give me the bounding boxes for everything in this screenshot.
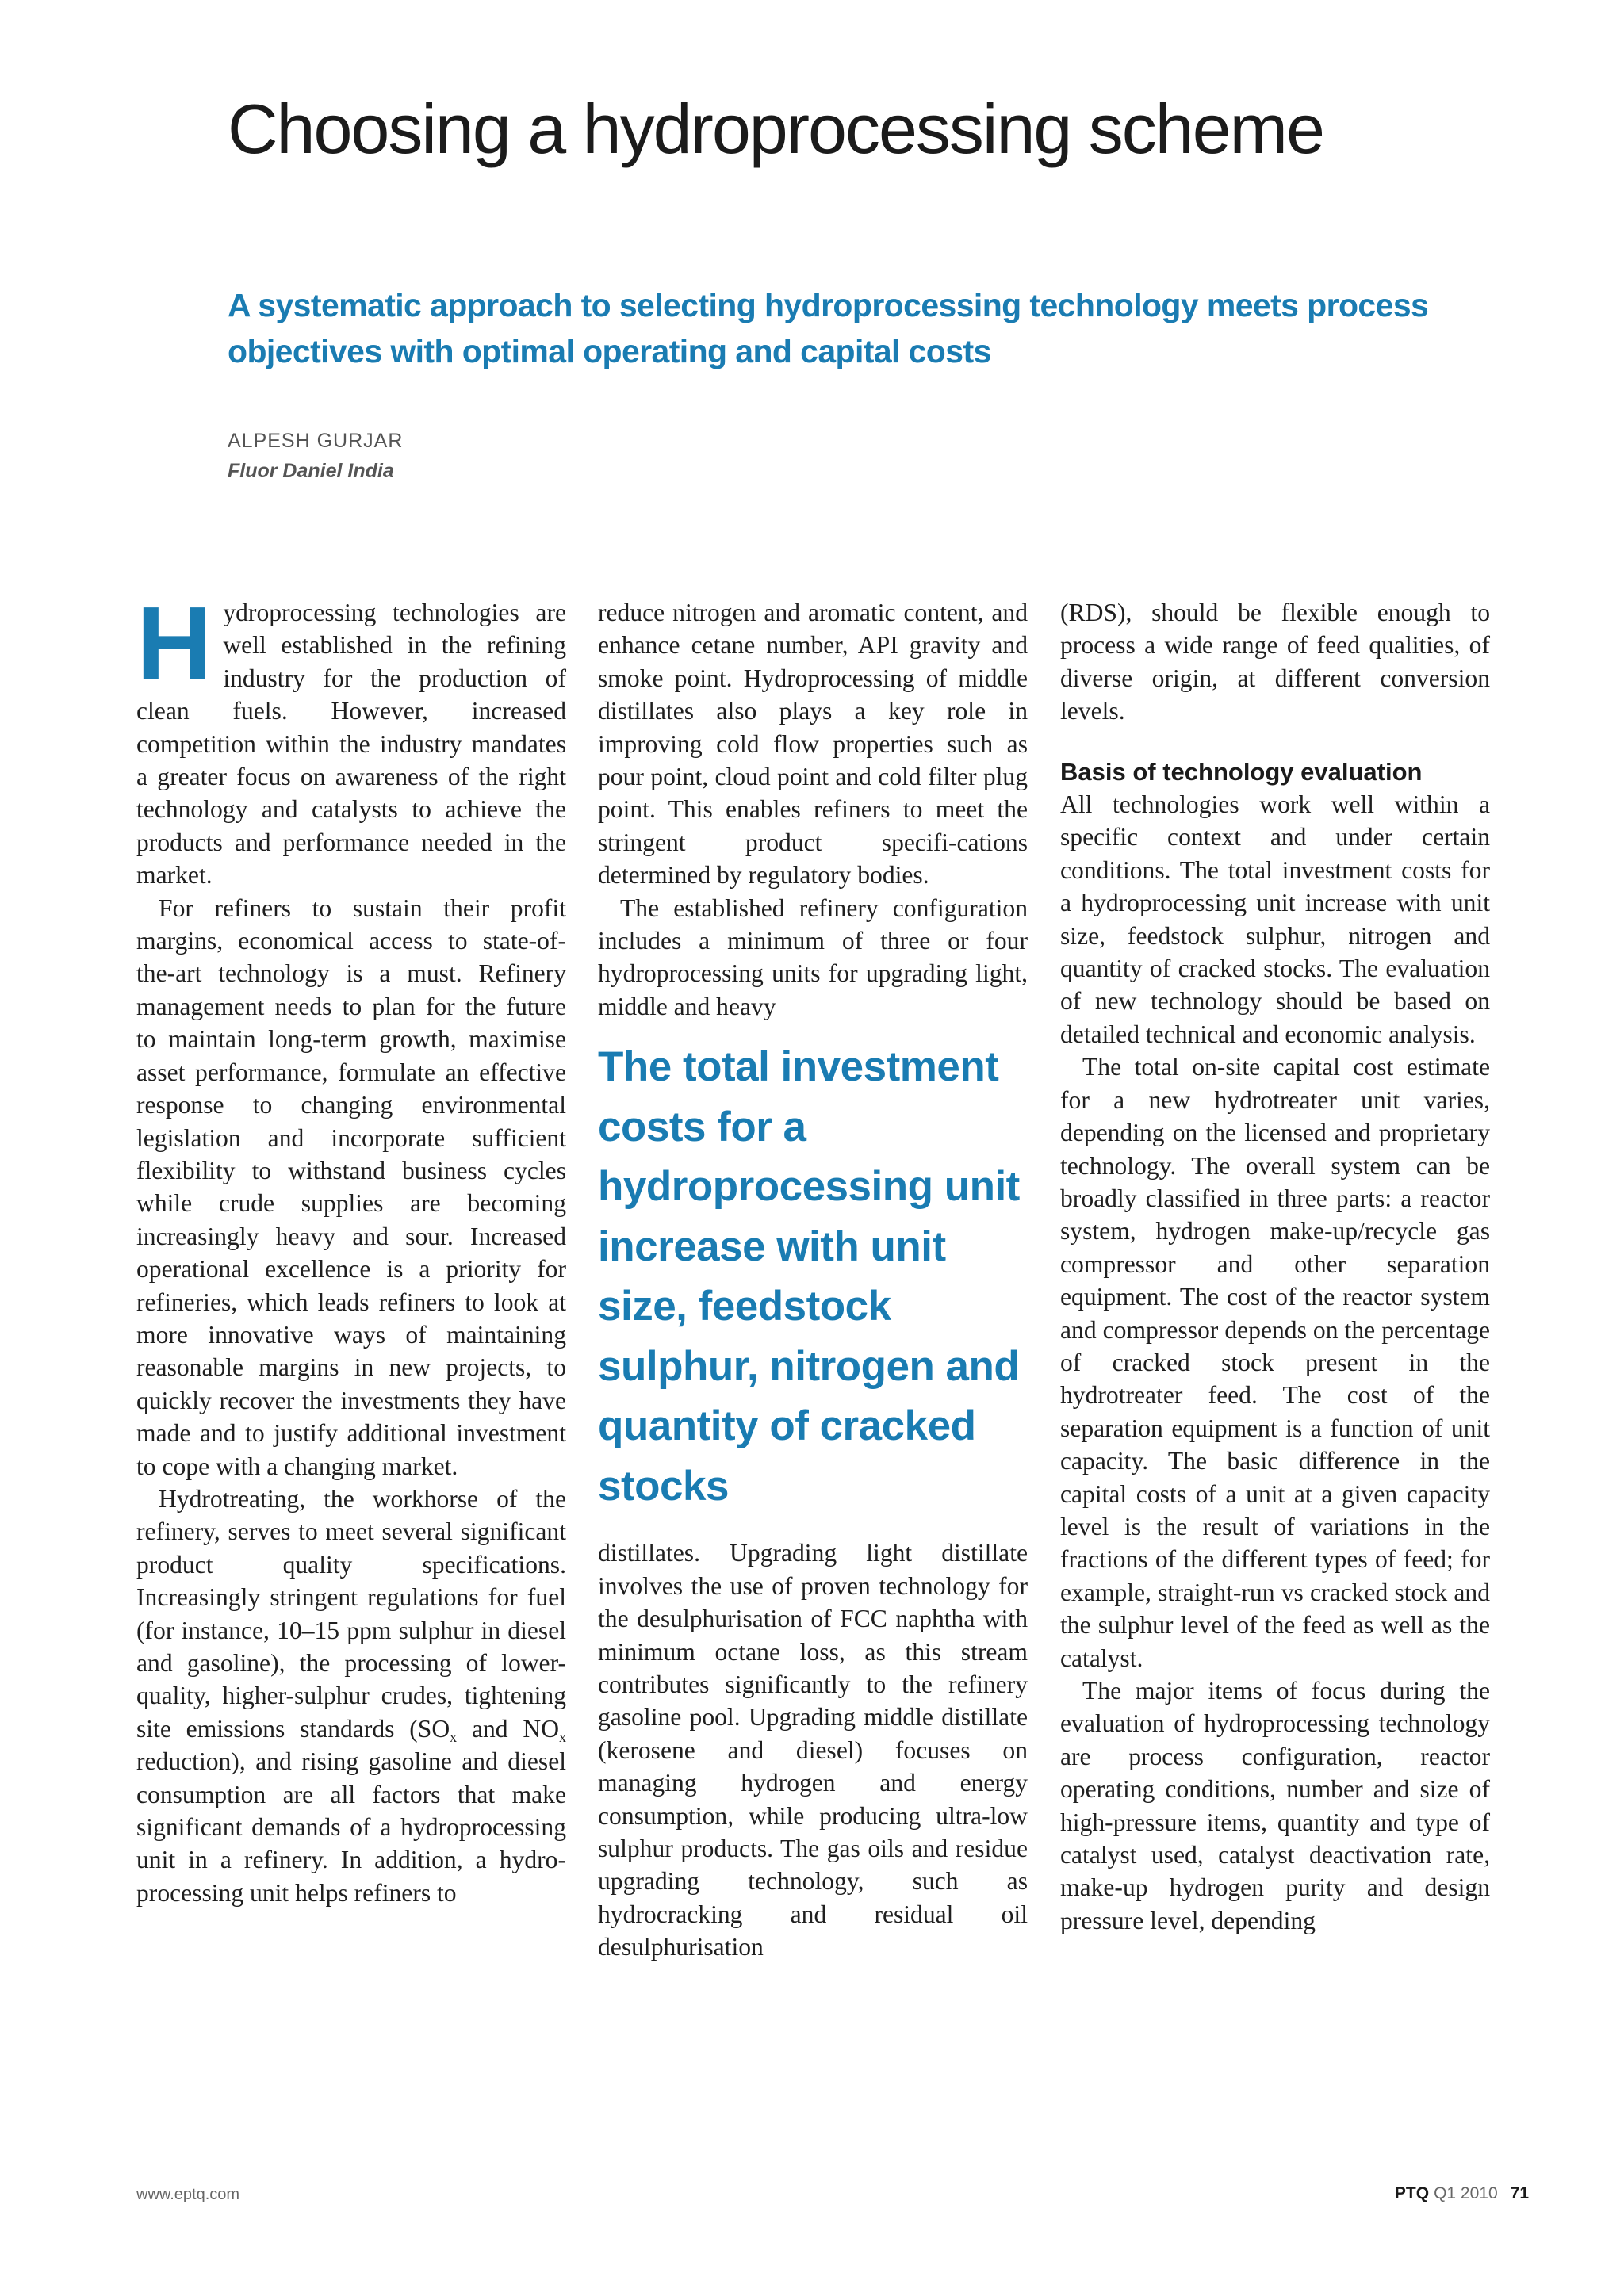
page-number: 71	[1510, 2184, 1529, 2202]
article-title: Choosing a hydroprocessing scheme	[228, 90, 1323, 168]
subscript: x	[450, 1728, 458, 1745]
paragraph: reduce nitrogen and aromatic content, and enhance cetane number, API gravity and smoke point. Hydroprocessing of middle distillates also plays a key role in improving cold flow properties such as pour point, cloud point and cold filter plug point. This enables refiners to meet the stringent product specifi-cations determined by regulatory bodies.	[598, 599, 1028, 890]
paragraph-text: Hydrotreating, the workhorse of the refinery, serves to meet several significant product quality specifications. Increasingly stringent regulations for fuel (for instance, 10–15 ppm sulphur in diesel and gasoline), the processing of lower-quality, higher-sulphur crudes, tightening site emissions standards (SO	[136, 1484, 566, 1743]
paragraph: (RDS), should be flexible enough to process a wide range of feed qualities, of diverse origin, at different conversion levels.	[1060, 599, 1490, 725]
paragraph: All technologies work well within a specific context and under certain conditions. The total investment costs for a hydroprocessing unit increase with unit size, feedstock sulphur, nitrogen and quantity of cracked stocks. The evaluation of new technology should be based on detailed technical and economic analysis.	[1060, 790, 1490, 1048]
author-affiliation: Fluor Daniel India	[228, 460, 394, 482]
subscript: x	[559, 1728, 567, 1745]
footer-website: www.eptq.com	[136, 2186, 240, 2203]
paragraph-text: reduction), and rising gasoline and diesel consumption are all factors that make significant demands of a hydroprocessing unit in a refinery. In addition, a hydroprocessing unit helps refiners to	[136, 1747, 566, 1907]
paragraph: The total on-site capital cost estimate for a new hydrotreater unit varies, depending on the licensed and proprietary technology. The overall system can be broadly classified in three parts: a reactor system, hydrogen make-up/recycle gas compressor and other separation equipment. The cost of the reactor system and compressor depends on the percentage of cracked stock present in the hydrotreater feed. The cost of the separation equipment is a function of unit capacity. The basic difference in the capital costs of a unit at a given capacity level is the result of variations in the fractions of the different types of feed; for example, straight-run vs cracked stock and the sulphur level of the feed as well as the catalyst.	[1060, 1053, 1490, 1672]
paragraph: The major items of focus during the evaluation of hydroprocessing technology are process configuration, reactor operating conditions, number and size of high-pressure items, quantity and type of catalyst used, catalyst deactivation rate, make-up hydrogen purity and design pressure level, depending	[1060, 1677, 1490, 1934]
paragraph: The established refinery configuration includes a minimum of three or four hydroprocessing units for upgrading light, middle and heavy	[598, 894, 1028, 1020]
paragraph	[136, 1483, 566, 1909]
paragraph: For refiners to sustain their profit margins, economical access to state-of-the-art technology is a must. Refinery management needs to plan for the future to maintain long-term growth, maximise asset performance, formulate an effective response to changing environmental legislation and incorporate sufficient flexibility to withstand business cycles while crude supplies are becoming increasingly heavy and sour. Increased operational excellence is a priority for refineries, which leads refiners to look at more innovative ways of maintaining reasonable margins in new projects, to quickly recover the investments they have made and to justify additional investment to cope with a changing market.	[136, 894, 566, 1480]
drop-cap: H	[136, 585, 213, 702]
column-1	[136, 585, 567, 1909]
paragraph	[136, 585, 566, 892]
column-3	[1060, 596, 1490, 1937]
paragraph: distillates. Upgrading light distillate involves the use of proven technology for the desulphurisation of FCC naphtha with minimum octane loss, as this stream contributes significantly to the refinery gasoline pool. Upgrading middle distillate (kerosene and diesel) focuses on managing hydrogen and energy consumption, while producing ultra-low sulphur products. The gas oils and residue upgrading technology, such as hydrocracking and residual oil desulphurisation	[598, 1539, 1028, 1961]
column-2	[598, 596, 1028, 1964]
section-heading: Basis of technology evaluation	[1060, 757, 1423, 786]
pull-quote: The total investment costs for a hydroprocessing unit increase with unit size, feedstock sulphur, nitrogen and quantity of cracked stocks	[598, 1043, 1020, 1510]
standfirst: A systematic approach to selecting hydroprocessing technology meets process objectives with optimal operating and capital costs	[228, 287, 1429, 369]
paragraph-text: ydroprocessing technologies are well established in the refining industry for the production of clean fuels. However, increased competition within the industry mandates a greater focus on awareness of the right technology and catalysts to achieve the products and performance needed in the market.	[136, 599, 566, 890]
footer-brand: PTQ	[1394, 2184, 1430, 2202]
footer-folio	[1395, 2184, 1529, 2203]
author-name: ALPESH GURJAR	[228, 430, 404, 452]
paragraph-text: and NO	[457, 1714, 560, 1743]
footer-issue: Q1 2010	[1434, 2184, 1498, 2202]
